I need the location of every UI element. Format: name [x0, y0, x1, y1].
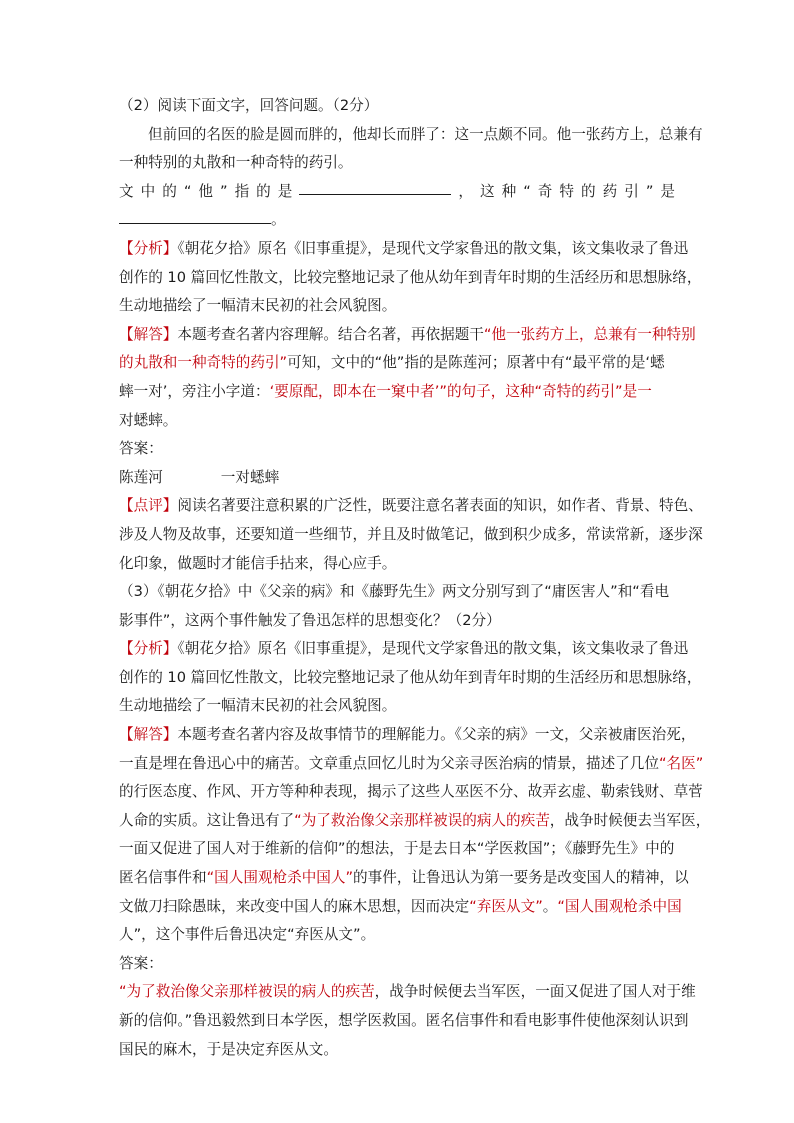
answer-line — [119, 464, 675, 493]
analysis-paragraph: 【分析】《朝花夕拾》原名《旧事重提》，是现代文学家鲁迅的散文集，该文集收录了鲁迅 — [119, 239, 689, 257]
solution-line: 人”，这个事件后鲁迅决定“弃医从文”。 — [119, 926, 376, 944]
analysis-paragraph: 【分析】《朝花夕拾》原名《旧事重提》，是现代文学家鲁迅的散文集，该文集收录了鲁迅 — [119, 640, 689, 658]
solution-line: 的丸散和一种奇特的药引”可知，文中的“他”指的是陈莲河；原著中有“最平常的是‘蟋 — [119, 354, 665, 372]
answer-blank[interactable] — [119, 207, 271, 224]
analysis-line: 创作的 10 篇回忆性散文，比较完整地记录了他从幼年到青年时期的生活经历和思想脉络， — [119, 668, 702, 686]
solution-line: 对蟋蟀。 — [119, 411, 178, 429]
passage-line: 但前回的名医的脸是圆而胖的，他却长而胖了：这一点颇不同。他一张药方上，总兼有 — [148, 125, 703, 143]
answer-value: 一对蟋蟀 — [220, 468, 280, 486]
question-2-title: （2）阅读下面文字，回答问题。（2分） — [119, 97, 379, 114]
question-3-title: （3）《朝花夕拾》中《父亲的病》和《藤野先生》两文分别写到了“庸医害人”和“看电 — [119, 583, 670, 601]
solution-tag: 【解答】 — [119, 726, 178, 744]
answer-label: 答案： — [119, 440, 163, 458]
fill-blank-line-2: 。 — [119, 206, 675, 235]
solution-paragraph: 【解答】本题考查名著内容理解。结合名著，再依据题干“他一张药方上，总兼有一种特别 — [119, 325, 696, 343]
solution-line: 人命的实质。这让鲁迅有了“为了救治像父亲那样被误的病人的疾苦，战争时候便去当军医， — [119, 811, 711, 829]
analysis-line: 生动地描绘了一幅清末民初的社会风貌图。 — [119, 297, 397, 315]
solution-line: 匿名信事件和“国人围观枪杀中国人”的事件，让鲁迅认为第一要务是改变国人的精神，以 — [119, 869, 689, 887]
analysis-line: 生动地描绘了一幅清末民初的社会风貌图。 — [119, 697, 397, 715]
solution-line: 一直是埋在鲁迅心中的痛苦。文章重点回忆儿时为父亲寻医治病的情景，描述了几位“名医” — [119, 754, 704, 772]
passage-line: 一种特别的丸散和一种奇特的药引。 — [119, 154, 353, 172]
solution-line: 蟀一对’，旁注小字道：‘要原配，即本在一窠中者’”的句子，这种“奇特的药引”是一 — [119, 382, 652, 400]
final-answer-line: 新的信仰。”鲁迅毅然到日本学医，想学医救国。匿名信事件和看电影事件使他深刻认识到 — [119, 1012, 689, 1029]
analysis-line: 创作的 10 篇回忆性散文，比较完整地记录了他从幼年到青年时期的生活经历和思想脉络， — [119, 268, 702, 286]
analysis-tag: 【分析】 — [119, 640, 178, 658]
analysis-tag: 【分析】 — [119, 239, 178, 257]
solution-line: 的行医态度、作风、开方等种种表现，揭示了这些人巫医不分、故弄玄虚、勒索钱财、草菅 — [119, 783, 703, 801]
solution-line: 文做刀扫除愚昧，来改变中国人的麻木思想，因而决定“弃医从文”。“国人围观枪杀中国 — [119, 897, 682, 915]
final-answer-line: 国民的麻木，于是决定弃医从文。 — [119, 1040, 338, 1058]
answer-label: 答案： — [119, 954, 163, 972]
solution-tag: 【解答】 — [119, 325, 178, 343]
comment-line: 化印象，做题时才能信手拈来，得心应手。 — [119, 554, 397, 572]
document-content — [119, 92, 711, 1064]
solution-paragraph: 【解答】本题考查名著内容及故事情节的理解能力。《父亲的病》一文，父亲被庸医治死， — [119, 726, 696, 744]
question-3-title-line: 影事件”，这两个事件触发了鲁迅怎样的思想变化？（2分） — [119, 611, 501, 629]
comment-paragraph: 【点评】阅读名著要注意积累的广泛性，既要注意名著表面的知识，如作者、背景、特色、 — [119, 497, 703, 515]
comment-tag: 【点评】 — [119, 497, 178, 515]
answer-blank[interactable] — [299, 178, 451, 195]
final-answer-line: “为了救治像父亲那样被误的病人的疾苦，战争时候便去当军医，一面又促进了国人对于维 — [119, 983, 696, 1001]
fill-blank-line: 文 中 的 “ 他 ” 指 的 是 ， 这 种 “ 奇 特 的 药 引 ” 是 — [119, 178, 675, 207]
comment-line: 涉及人物及故事，还要知道一些细节，并且及时做笔记，做到积少成多，常读常新，逐步深 — [119, 525, 703, 543]
solution-line: 一面又促进了国人对于维新的信仰”的想法，于是去日本“学医救国”；《藤野先生》中的 — [119, 840, 675, 858]
answer-value: 陈莲河 — [119, 468, 163, 486]
